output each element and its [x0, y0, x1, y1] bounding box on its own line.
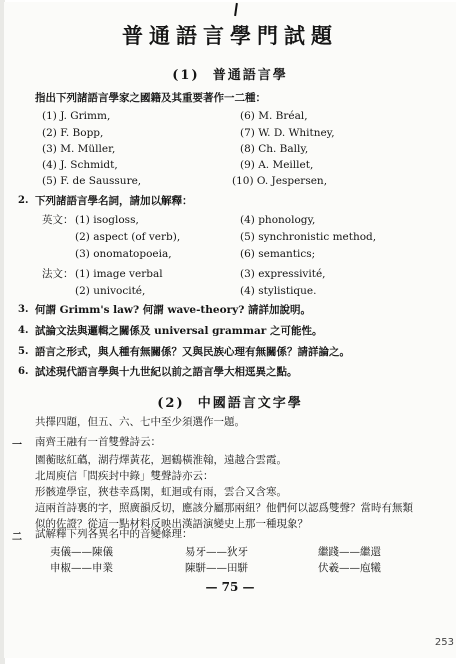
question-5-number: 5. — [18, 346, 29, 357]
section-1-heading: (1) 普通語言學 — [172, 68, 288, 83]
part-1-line: 北周庾信「問疾封中錄」雙聲詩亦云： — [35, 470, 214, 482]
english-label: 英文： — [42, 214, 74, 226]
question-5-text: 語言之形式，與人種有無關係？又與民族心理有無關係？請詳論之。 — [35, 346, 350, 358]
section-2-instructions: 共擇四題，但五、六、七中至少須選作一題。 — [35, 416, 245, 428]
q1-item: (2) F. Bopp, — [42, 127, 104, 139]
q1-item: (1) J. Grimm, — [42, 110, 111, 122]
section-2-heading: (2) 中國語言文字學 — [157, 396, 303, 411]
question-4-text: 試論文法與邏輯之關係及 universal grammar 之可能性。 — [35, 325, 323, 337]
page-number: — 75 — — [205, 580, 255, 594]
french-label: 法文： — [42, 268, 74, 280]
question-6-number: 6. — [18, 366, 29, 377]
q2-term: (5) synchronistic method, — [240, 231, 377, 243]
q1-item: (3) M. Müller, — [42, 143, 116, 155]
name-pair: 伏羲——庖犧 — [318, 562, 381, 574]
q1-item: (8) Ch. Bally, — [240, 143, 309, 155]
part-1-line: 形骸違學宦，狹巷幸爲閑，虹迴或有雨，雲合又含寒。 — [35, 486, 287, 498]
name-pair: 申椒——申業 — [50, 562, 113, 574]
question-2-number: 2. — [18, 195, 29, 206]
q2-term: (4) phonology, — [240, 214, 316, 226]
q2-term: (1) isogloss, — [75, 214, 139, 226]
page-title: 普通語言學門試題 — [122, 23, 338, 48]
part-1-lead: 南齊王融有一首雙聲詩云： — [35, 436, 161, 448]
question-1-text: 指出下列諸語言學家之國籍及其重要著作一二種： — [35, 92, 266, 104]
part-2-lead: 試解釋下列各異名中的音變條理： — [35, 528, 193, 540]
q2-term: (6) semantics; — [240, 248, 316, 260]
name-pair: 繼踐——繼還 — [318, 546, 381, 558]
name-pair: 夷儀——陳儀 — [50, 546, 113, 558]
q2-term: (2) aspect (of verb), — [75, 231, 181, 243]
q2-term: (4) stylistique. — [240, 285, 317, 297]
q1-item: (5) F. de Saussure, — [42, 175, 142, 187]
question-3-number: 3. — [18, 304, 29, 315]
name-pair: 易牙——狄牙 — [185, 546, 248, 558]
q2-term: (1) image verbal — [75, 268, 163, 280]
q1-item: (7) W. D. Whitney, — [240, 127, 335, 139]
scan-watermark: 253 — [434, 637, 454, 648]
question-2-text: 下列諸語言學名詞，請加以解釋： — [35, 195, 193, 207]
q1-item: (9) A. Meillet, — [240, 159, 314, 171]
part-1-number: 一 — [12, 440, 22, 451]
question-4-number: 4. — [18, 325, 29, 336]
q2-term: (3) onomatopoeia, — [75, 248, 172, 260]
part-1-line: 似的佐證？從這一點材料反映出漢語演變史上那一種現象？ — [35, 518, 308, 530]
part-1-line: 這兩首詩裏的字，照廣韻反切，應該分屬那兩紐？他們何以認爲雙聲？當時有無類 — [35, 502, 413, 514]
q1-item: (4) J. Schmidt, — [42, 159, 118, 171]
q1-item: (6) M. Bréal, — [240, 110, 308, 122]
question-3-text: 何謂 Grimm's law? 何謂 wave-theory? 請詳加說明。 — [35, 304, 312, 316]
q1-item: (10) O. Jespersen, — [232, 175, 328, 187]
q2-term: (3) expressivité, — [240, 268, 326, 280]
part-2-number: 二 — [12, 532, 22, 543]
q2-term: (2) univocité, — [75, 285, 146, 297]
question-6-text: 試述現代語言學與十九世紀以前之語言學大相逕異之點。 — [35, 366, 298, 378]
part-1-line: 園蘅眩紅蘤，湖荇燡黃花，迴鶴橫淮翰，遠越合雲霞。 — [35, 454, 287, 466]
name-pair: 陳駢——田駢 — [185, 562, 248, 574]
